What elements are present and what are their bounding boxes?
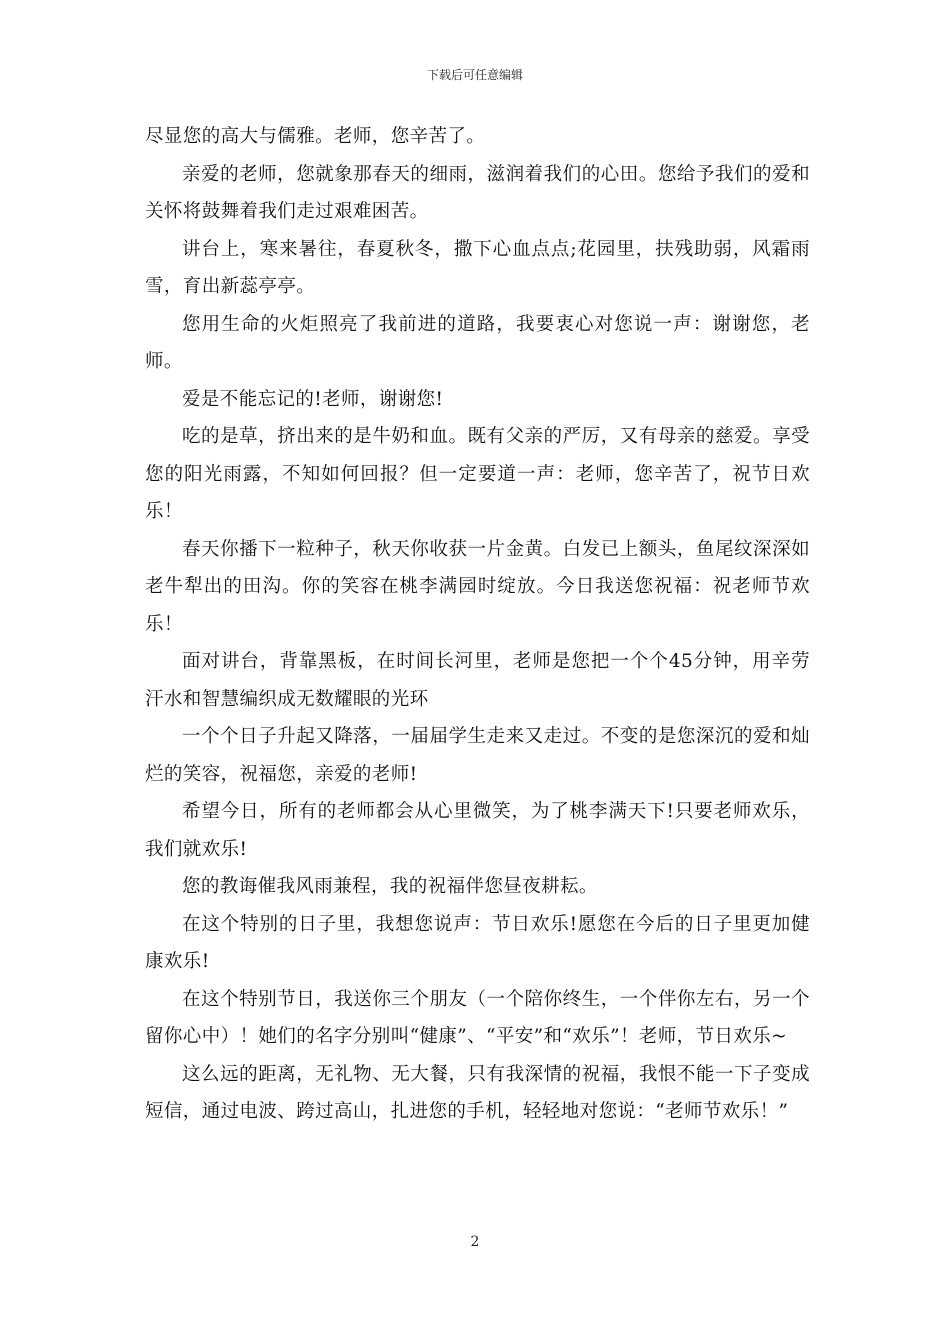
paragraph: 爱是不能忘记的!老师，谢谢您!: [182, 388, 444, 410]
paragraph: 吃的是草，挤出来的是牛奶和血。既有父亲的严厉，又有母亲的慈爱。享受您的阳光雨露，不知如何回报？但一定要道一声：老师，您辛苦了，祝节日欢乐！: [145, 426, 810, 522]
paragraph: 这么远的距离，无礼物、无大餐，只有我深情的祝福，我恨不能一下子变成短信，通过电波、跨过高山，扎进您的手机，轻轻地对您说：“老师节欢乐！”: [145, 1063, 810, 1122]
paragraph: 在这个特别节日，我送你三个朋友（一个陪你终生，一个伴你左右，另一个留你心中）！她们的名字分别叫“健康”、“平安”和“欢乐”！老师，节日欢乐~: [145, 988, 810, 1047]
paragraph: 您的教诲催我风雨兼程，我的祝福伴您昼夜耕耘。: [182, 876, 598, 897]
page-number: 2: [470, 1234, 480, 1250]
page-header: 下载后可任意编辑: [426, 68, 523, 82]
paragraph: 亲爱的老师，您就象那春天的细雨，滋润着我们的心田。您给予我们的爱和关怀将鼓舞着我们走过艰难困苦。: [145, 163, 810, 222]
paragraph: 讲台上，寒来暑往，春夏秋冬，撒下心血点点;花园里，扶残助弱，风霜雨雪，育出新蕊亭亭。: [145, 238, 810, 297]
paragraph: 希望今日，所有的老师都会从心里微笑，为了桃李满天下!只要老师欢乐，我们就欢乐!: [145, 801, 810, 860]
paragraph: 在这个特别的日子里，我想您说声：节日欢乐!愿您在今后的日子里更加健康欢乐!: [145, 913, 810, 972]
paragraph: 一个个日子升起又降落，一届届学生走来又走过。不变的是您深沉的爱和灿烂的笑容，祝福您，亲爱的老师!: [145, 726, 810, 785]
paragraph: 春天你播下一粒种子，秋天你收获一片金黄。白发已上额头，鱼尾纹深深如老牛犁出的田沟。你的笑容在桃李满园时绽放。今日我送您祝福：祝老师节欢乐！: [145, 538, 810, 635]
paragraph: 尽显您的高大与儒雅。老师，您辛苦了。: [145, 126, 486, 147]
paragraph: 您用生命的火炬照亮了我前进的道路，我要衷心对您说一声：谢谢您，老师。: [145, 313, 810, 372]
paragraph: 面对讲台，背靠黑板，在时间长河里，老师是您把一个个45分钟，用辛劳汗水和智慧编织成无数耀眼的光环: [145, 651, 810, 710]
document-body: [145, 118, 810, 1131]
